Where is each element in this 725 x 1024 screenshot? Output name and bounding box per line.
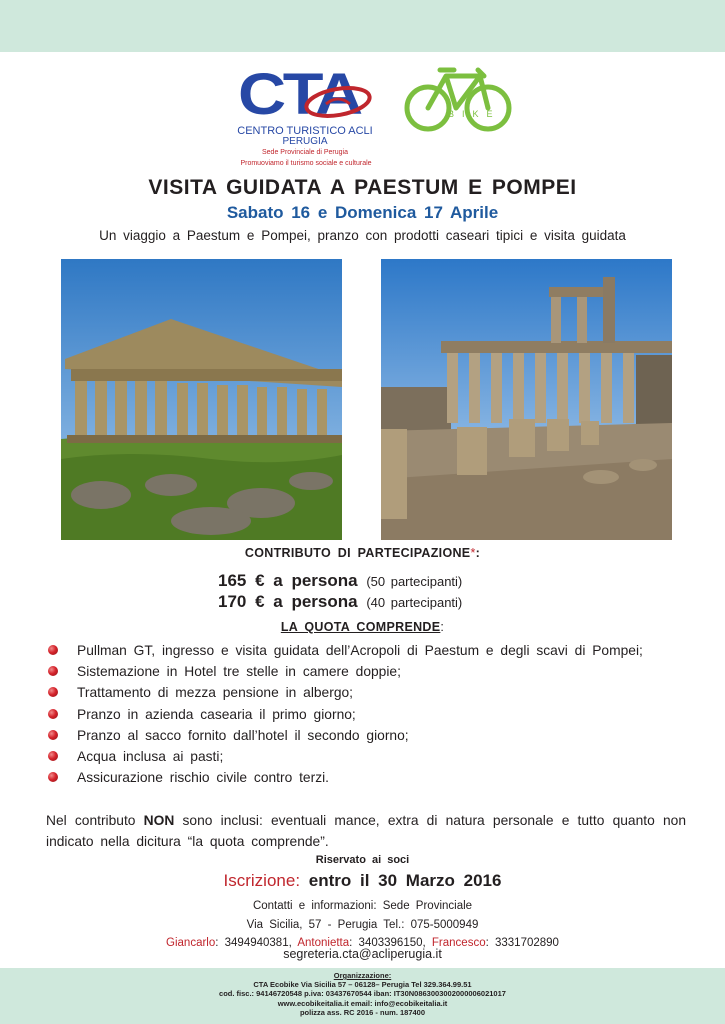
- contacts-line-1: Contatti e informazioni: Sede Provinciale: [252, 900, 473, 912]
- not-included-suffix: sono inclusi: eventuali mance, extra di natura personale e tutto quanto non indicato nella dicitura “la quota comprende”.: [46, 813, 686, 849]
- not-included-note: [46, 810, 686, 852]
- bullet-icon: [48, 687, 58, 697]
- bullet-icon: [48, 772, 58, 782]
- list-item: [46, 704, 686, 725]
- pompei-ruins-photo: [381, 259, 672, 540]
- price-row: [218, 592, 462, 612]
- bullet-icon: [48, 751, 58, 761]
- not-included-strong: NON: [143, 813, 175, 828]
- contact-name: Francesco: [431, 937, 486, 949]
- list-item: [46, 725, 686, 746]
- registration-line: [0, 871, 725, 891]
- contact-phone: : 3331702890: [485, 937, 559, 949]
- list-item-text: Pranzo al sacco fornito dall’hotel il secondo giorno;: [77, 727, 409, 743]
- list-item-text: Pranzo in azienda casearia il primo giorno;: [77, 706, 356, 722]
- contacts-block: [0, 897, 725, 953]
- asterisk-mark: *: [470, 546, 476, 560]
- includes-colon: :: [440, 620, 445, 634]
- cta-logo-name: CENTRO TURISTICO ACLI: [237, 125, 373, 137]
- contacts-line-2: Via Sicilia, 57 - Perugia Tel.: 075-5000949: [246, 918, 479, 931]
- list-item-text: Trattamento di mezza pensione in albergo;: [77, 685, 354, 701]
- email-link[interactable]: segreteria.cta@acliperugia.it: [283, 947, 442, 961]
- footer-line: Organizzazione:: [333, 971, 392, 980]
- price-amount: 165 € a persona: [218, 571, 358, 590]
- list-item-text: Assicurazione rischio civile contro terzi.: [77, 770, 329, 786]
- list-item: [46, 767, 686, 788]
- registration-deadline: entro il 30 Marzo 2016: [300, 871, 502, 890]
- contribution-colon: :: [475, 546, 481, 560]
- footer-line: polizza ass. RC 2016 - num. 187400: [299, 1007, 426, 1017]
- contribution-heading: [0, 546, 725, 560]
- footer-line: cod. fisc.: 94146720548 p.iva: 03437670544 iban: IT30N0863003002000006021017: [219, 989, 506, 999]
- bullet-icon: [48, 709, 58, 719]
- list-item: [46, 682, 686, 703]
- contact-name: Antonietta: [297, 937, 350, 949]
- footer-line: www.ecobikeitalia.it email: info@ecobikeitalia.it: [277, 998, 448, 1008]
- price-note: (50 partecipanti): [366, 574, 463, 589]
- paestum-temple-photo: [61, 259, 342, 540]
- not-included-prefix: Nel contributo: [46, 813, 144, 828]
- list-item-text: Pullman GT, ingresso e visita guidata dell’Acropoli di Paestum e degli scavi di Pompei;: [77, 643, 643, 658]
- bike-logo: [404, 64, 514, 136]
- list-item-text: Acqua inclusa ai pasti;: [77, 749, 224, 765]
- price-note: (40 partecipanti): [366, 595, 463, 610]
- bullet-icon: [48, 730, 58, 740]
- price-amount: 170 € a persona: [218, 592, 358, 611]
- list-item: [46, 746, 686, 767]
- bullet-icon: [48, 645, 58, 655]
- bullet-icon: [48, 666, 58, 676]
- page-title: VISITA GUIDATA A PAESTUM E POMPEI: [148, 176, 577, 199]
- event-dates: Sabato 16 e Domenica 17 Aprile: [226, 203, 499, 222]
- contribution-heading-text: CONTRIBUTO DI PARTECIPAZIONE: [244, 546, 471, 560]
- cta-logo: [232, 64, 382, 169]
- bike-logo-text: BIKE: [448, 109, 501, 119]
- footer-line: CTA Ecobike Via Sicilia 57 – 06128– Perugia Tel 329.364.99.51: [253, 980, 472, 990]
- bicycle-icon: [404, 64, 514, 136]
- includes-heading-text: LA QUOTA COMPRENDE: [280, 620, 441, 634]
- cta-logo-seat: Sede Provinciale di Perugia: [262, 149, 348, 156]
- registration-colon: :: [295, 871, 301, 890]
- contact-phone: : 3403396150,: [349, 937, 432, 949]
- cta-logo-city: PERUGIA: [282, 136, 328, 147]
- list-item: [46, 661, 686, 682]
- contact-phone: : 3494940381,: [215, 937, 298, 949]
- list-item-text: Sistemazione in Hotel tre stelle in camere doppie;: [77, 664, 401, 680]
- swoosh-icon: [304, 74, 378, 124]
- cta-logo-motto: Promuoviamo il turismo sociale e culturale: [240, 160, 372, 167]
- cta-logo-letters: CTA: [238, 62, 360, 127]
- registration-label: Iscrizione: [223, 871, 296, 890]
- list-item: [46, 640, 686, 661]
- event-description: Un viaggio a Paestum e Pompei, pranzo con prodotti caseari tipici e visita guidata: [99, 228, 626, 243]
- contact-name: Giancarlo: [166, 937, 216, 949]
- footer: [0, 971, 725, 1017]
- top-band: [0, 0, 725, 52]
- members-only-note: Riservato ai soci: [315, 854, 410, 866]
- includes-heading: [0, 620, 725, 634]
- includes-list: [46, 640, 686, 788]
- price-row: [218, 571, 462, 591]
